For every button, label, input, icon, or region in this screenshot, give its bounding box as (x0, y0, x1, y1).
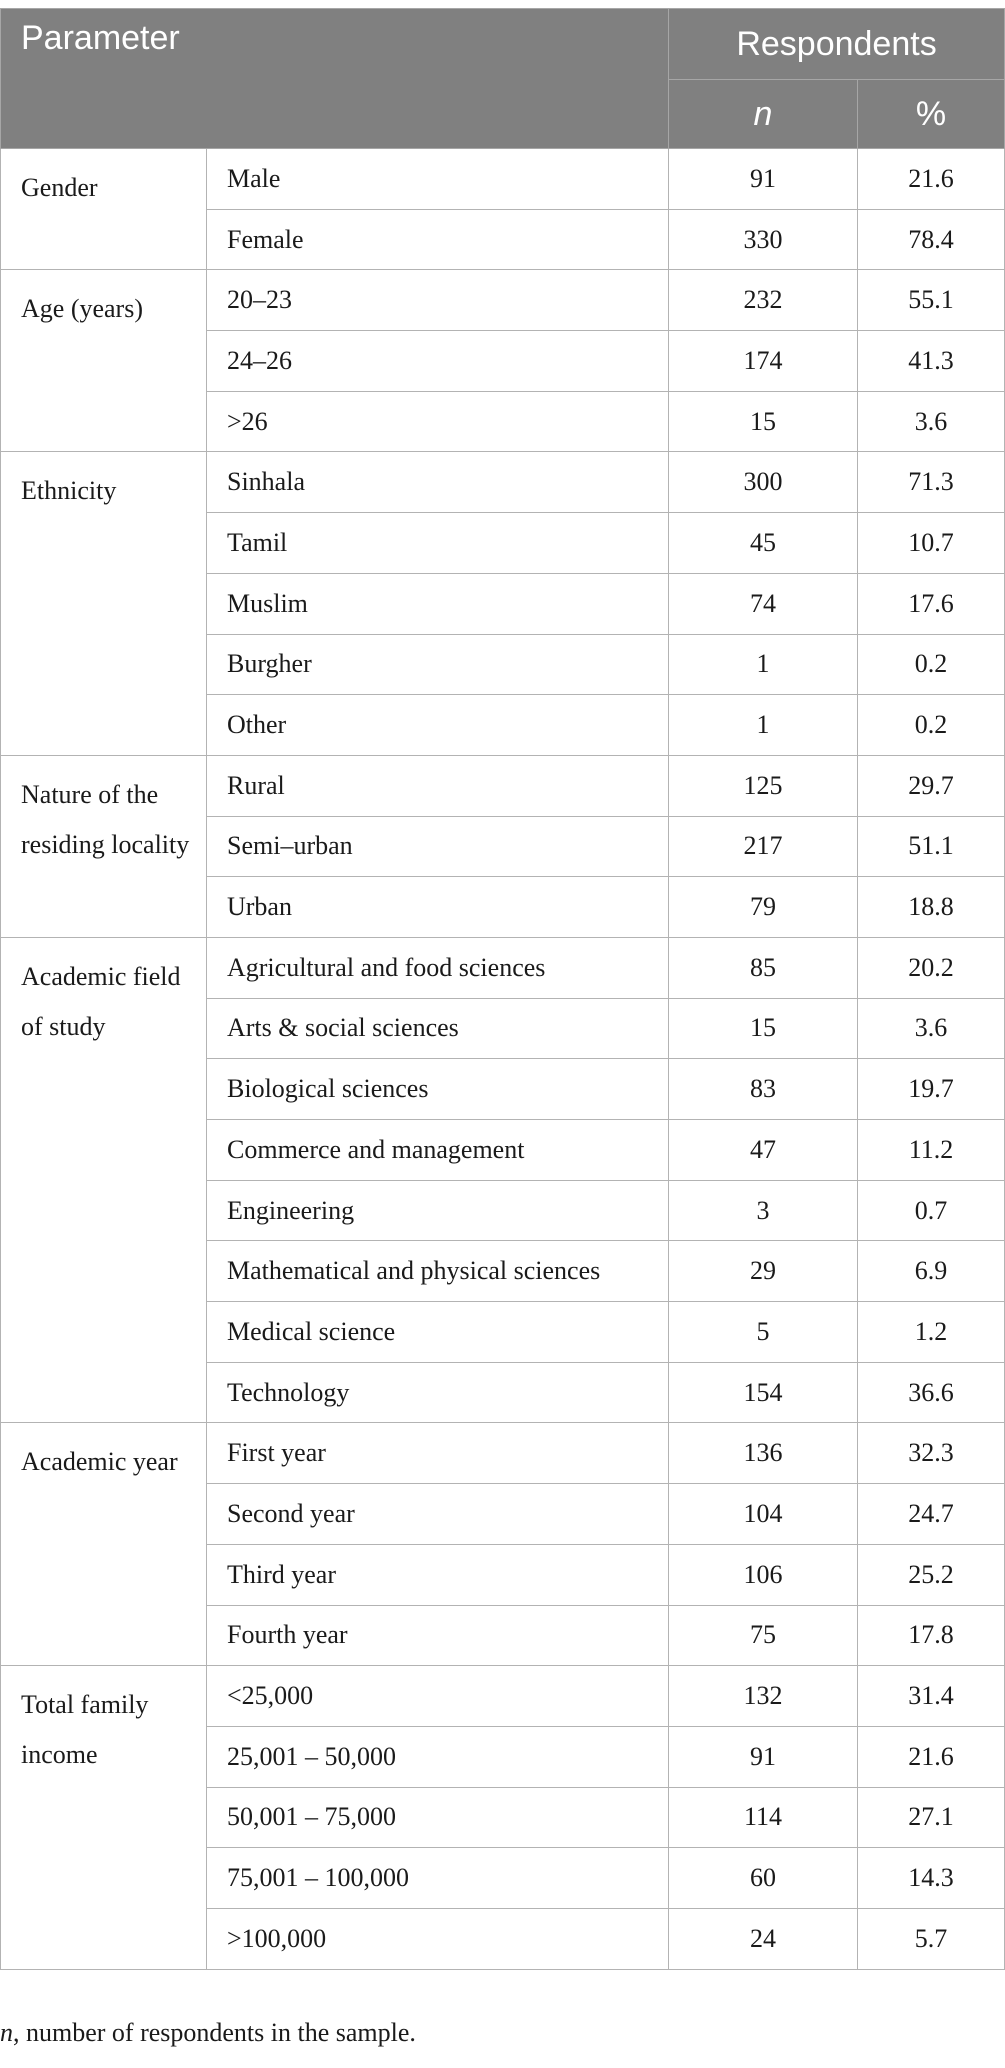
demographics-table-container (0, 8, 1004, 1970)
category-cell: Arts & social sciences (207, 998, 669, 1059)
percent-cell: 1.2 (858, 1302, 1005, 1363)
percent-cell: 78.4 (858, 209, 1005, 270)
footnote-symbol: n (0, 2018, 13, 2047)
percent-cell: 21.6 (858, 149, 1005, 210)
percent-cell: 24.7 (858, 1484, 1005, 1545)
n-cell: 232 (669, 270, 858, 331)
percent-cell: 0.2 (858, 695, 1005, 756)
parameter-cell: Age (years) (1, 270, 207, 452)
parameter-cell: Total family income (1, 1666, 207, 1969)
percent-header: % (858, 80, 1005, 149)
n-cell: 114 (669, 1787, 858, 1848)
n-cell: 106 (669, 1544, 858, 1605)
category-cell: 25,001 – 50,000 (207, 1726, 669, 1787)
category-cell: 24–26 (207, 331, 669, 392)
n-cell: 5 (669, 1302, 858, 1363)
category-cell: First year (207, 1423, 669, 1484)
percent-cell: 25.2 (858, 1544, 1005, 1605)
percent-cell: 20.2 (858, 937, 1005, 998)
percent-cell: 41.3 (858, 331, 1005, 392)
percent-cell: 5.7 (858, 1908, 1005, 1969)
category-cell: 20–23 (207, 270, 669, 331)
n-cell: 24 (669, 1908, 858, 1969)
n-cell: 3 (669, 1180, 858, 1241)
percent-cell: 3.6 (858, 998, 1005, 1059)
n-cell: 174 (669, 331, 858, 392)
category-cell: Medical science (207, 1302, 669, 1363)
percent-cell: 31.4 (858, 1666, 1005, 1727)
category-cell: Burgher (207, 634, 669, 695)
percent-cell: 11.2 (858, 1120, 1005, 1181)
n-cell: 15 (669, 391, 858, 452)
category-cell: Engineering (207, 1180, 669, 1241)
category-cell: Male (207, 149, 669, 210)
footnote-text: , number of respondents in the sample. (13, 2018, 416, 2047)
category-cell: >26 (207, 391, 669, 452)
table-row (1, 937, 1005, 998)
n-cell: 217 (669, 816, 858, 877)
table-body (1, 149, 1005, 1970)
table-row (1, 1666, 1005, 1727)
table-footnote (0, 2018, 416, 2048)
category-cell: <25,000 (207, 1666, 669, 1727)
n-cell: 47 (669, 1120, 858, 1181)
percent-cell: 32.3 (858, 1423, 1005, 1484)
table-row (1, 149, 1005, 210)
percent-cell: 71.3 (858, 452, 1005, 513)
percent-cell: 29.7 (858, 755, 1005, 816)
n-cell: 125 (669, 755, 858, 816)
percent-cell: 51.1 (858, 816, 1005, 877)
percent-cell: 36.6 (858, 1362, 1005, 1423)
category-cell: Agricultural and food sciences (207, 937, 669, 998)
category-cell: 50,001 – 75,000 (207, 1787, 669, 1848)
category-cell: Sinhala (207, 452, 669, 513)
category-cell: Semi–urban (207, 816, 669, 877)
percent-cell: 55.1 (858, 270, 1005, 331)
table-row (1, 755, 1005, 816)
percent-cell: 6.9 (858, 1241, 1005, 1302)
n-cell: 300 (669, 452, 858, 513)
category-cell: Rural (207, 755, 669, 816)
percent-cell: 0.2 (858, 634, 1005, 695)
category-cell: >100,000 (207, 1908, 669, 1969)
n-header: n (669, 80, 858, 149)
respondents-header: Respondents (669, 9, 1005, 80)
n-cell: 154 (669, 1362, 858, 1423)
percent-cell: 27.1 (858, 1787, 1005, 1848)
category-cell: Second year (207, 1484, 669, 1545)
table-row (1, 1423, 1005, 1484)
n-cell: 75 (669, 1605, 858, 1666)
n-cell: 330 (669, 209, 858, 270)
category-cell: Biological sciences (207, 1059, 669, 1120)
table-row (1, 270, 1005, 331)
parameter-header: Parameter (1, 9, 669, 149)
table-header (1, 9, 1005, 149)
n-cell: 85 (669, 937, 858, 998)
category-cell: Tamil (207, 513, 669, 574)
parameter-cell: Ethnicity (1, 452, 207, 755)
n-cell: 132 (669, 1666, 858, 1727)
category-cell: Commerce and management (207, 1120, 669, 1181)
category-cell: Urban (207, 877, 669, 938)
n-cell: 1 (669, 634, 858, 695)
category-cell: Mathematical and physical sciences (207, 1241, 669, 1302)
parameter-cell: Nature of the residing locality (1, 755, 207, 937)
n-cell: 29 (669, 1241, 858, 1302)
n-cell: 45 (669, 513, 858, 574)
demographics-table (0, 8, 1005, 1970)
table-row (1, 452, 1005, 513)
percent-cell: 18.8 (858, 877, 1005, 938)
category-cell: 75,001 – 100,000 (207, 1848, 669, 1909)
parameter-cell: Academic field of study (1, 937, 207, 1423)
percent-cell: 10.7 (858, 513, 1005, 574)
percent-cell: 21.6 (858, 1726, 1005, 1787)
percent-cell: 19.7 (858, 1059, 1005, 1120)
percent-cell: 17.6 (858, 573, 1005, 634)
parameter-cell: Academic year (1, 1423, 207, 1666)
category-cell: Technology (207, 1362, 669, 1423)
percent-cell: 3.6 (858, 391, 1005, 452)
category-cell: Other (207, 695, 669, 756)
percent-cell: 17.8 (858, 1605, 1005, 1666)
n-cell: 91 (669, 149, 858, 210)
category-cell: Muslim (207, 573, 669, 634)
n-cell: 74 (669, 573, 858, 634)
n-cell: 79 (669, 877, 858, 938)
parameter-cell: Gender (1, 149, 207, 270)
n-cell: 1 (669, 695, 858, 756)
n-cell: 15 (669, 998, 858, 1059)
n-cell: 104 (669, 1484, 858, 1545)
category-cell: Fourth year (207, 1605, 669, 1666)
n-cell: 60 (669, 1848, 858, 1909)
category-cell: Female (207, 209, 669, 270)
category-cell: Third year (207, 1544, 669, 1605)
percent-cell: 0.7 (858, 1180, 1005, 1241)
percent-cell: 14.3 (858, 1848, 1005, 1909)
n-cell: 83 (669, 1059, 858, 1120)
n-cell: 91 (669, 1726, 858, 1787)
n-cell: 136 (669, 1423, 858, 1484)
